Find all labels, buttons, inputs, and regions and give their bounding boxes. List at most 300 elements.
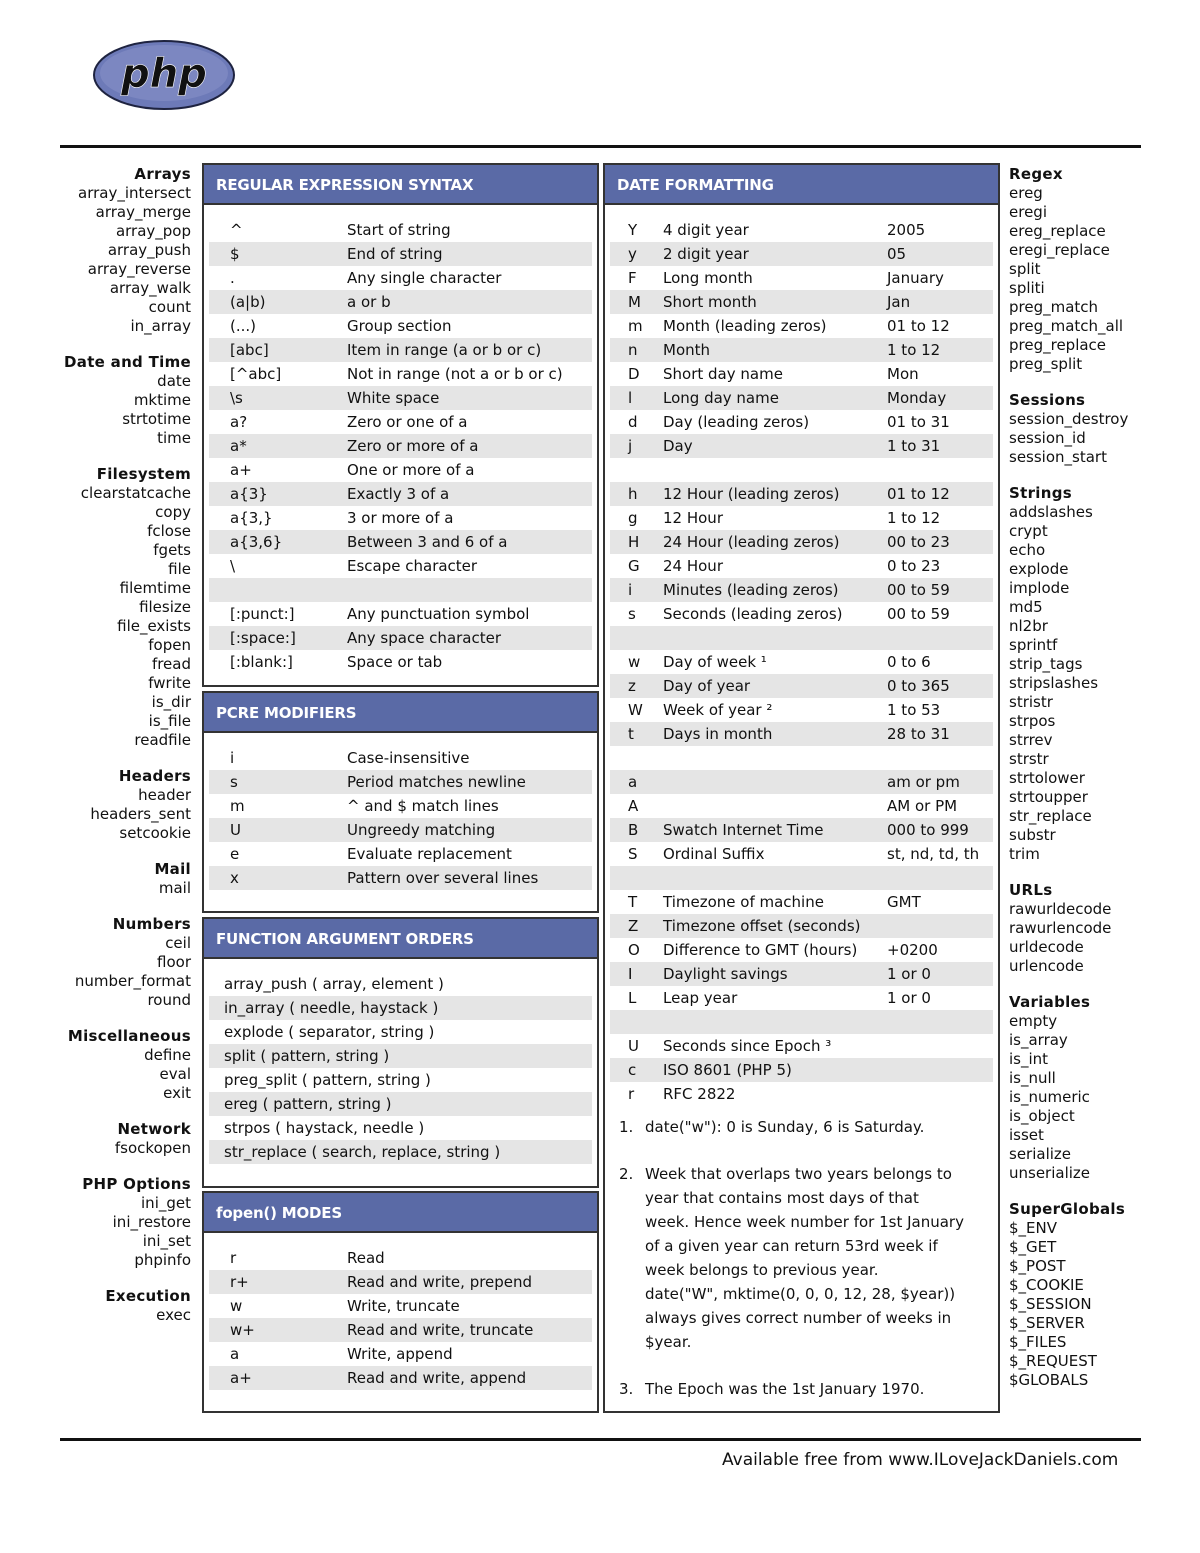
table-cell: One or more of a bbox=[347, 461, 475, 479]
nav-item[interactable]: preg_match bbox=[1009, 298, 1099, 316]
table-row bbox=[209, 458, 592, 482]
function-arguments-title: FUNCTION ARGUMENT ORDERS bbox=[204, 919, 597, 959]
nav-item[interactable]: str_replace bbox=[1009, 807, 1092, 825]
table-cell: I bbox=[628, 965, 633, 983]
nav-item[interactable]: copy bbox=[155, 503, 191, 521]
nav-item[interactable]: mktime bbox=[133, 391, 191, 409]
table-cell: Any punctuation symbol bbox=[347, 605, 530, 623]
nav-group-title: Execution bbox=[105, 1287, 191, 1305]
table-cell: S bbox=[628, 845, 638, 863]
table-row bbox=[610, 890, 993, 914]
table-cell: g bbox=[628, 509, 638, 527]
table-cell: i bbox=[628, 581, 633, 599]
table-cell: Timezone offset (seconds) bbox=[663, 917, 861, 935]
table-cell: Month (leading zeros) bbox=[663, 317, 827, 335]
table-cell: 0 to 6 bbox=[887, 653, 931, 671]
table-cell: M bbox=[628, 293, 641, 311]
nav-item[interactable]: readfile bbox=[134, 731, 191, 749]
table-row bbox=[610, 650, 993, 674]
nav-item[interactable]: $GLOBALS bbox=[1009, 1371, 1089, 1389]
nav-item[interactable]: strstr bbox=[1009, 750, 1049, 768]
table-row bbox=[209, 434, 592, 458]
nav-group-title: Mail bbox=[154, 860, 191, 878]
nav-group bbox=[20, 353, 191, 448]
nav-item[interactable]: fgets bbox=[153, 541, 191, 559]
nav-item[interactable]: $_COOKIE bbox=[1009, 1276, 1084, 1294]
footnote-line: $year. bbox=[645, 1333, 692, 1351]
table-row bbox=[610, 362, 993, 386]
table-cell: s bbox=[628, 605, 636, 623]
footer-credit: Available free from www.ILoveJackDaniels.com bbox=[722, 1450, 1119, 1470]
nav-item[interactable]: is_numeric bbox=[1009, 1088, 1090, 1106]
table-cell: Short day name bbox=[663, 365, 783, 383]
table-row bbox=[209, 362, 592, 386]
table-row bbox=[209, 626, 592, 650]
nav-item[interactable]: array_push bbox=[107, 241, 191, 259]
nav-item[interactable]: substr bbox=[1009, 826, 1056, 844]
table-cell: 2005 bbox=[887, 221, 926, 239]
nav-item[interactable]: strtoupper bbox=[1009, 788, 1088, 806]
table-cell: c bbox=[628, 1061, 637, 1079]
nav-item[interactable]: $_GET bbox=[1009, 1238, 1057, 1256]
bottom-rule bbox=[60, 1438, 1141, 1441]
nav-item[interactable]: is_int bbox=[1009, 1050, 1049, 1068]
nav-item[interactable]: clearstatcache bbox=[80, 484, 191, 502]
table-cell: i bbox=[230, 749, 235, 767]
nav-item[interactable]: is_array bbox=[1009, 1031, 1068, 1049]
nav-item[interactable]: $_ENV bbox=[1009, 1219, 1058, 1237]
nav-group bbox=[20, 860, 191, 898]
table-cell: [:blank:] bbox=[230, 653, 293, 671]
date-formatting-title: DATE FORMATTING bbox=[605, 165, 998, 205]
nav-item[interactable]: stristr bbox=[1009, 693, 1053, 711]
footnote-line: date("W", mktime(0, 0, 0, 12, 28, $year)) bbox=[645, 1285, 956, 1303]
nav-item[interactable]: in_array bbox=[130, 317, 191, 335]
nav-item[interactable]: date bbox=[157, 372, 191, 390]
nav-item[interactable]: strtotime bbox=[122, 410, 191, 428]
nav-item[interactable]: md5 bbox=[1009, 598, 1043, 616]
nav-item[interactable]: fopen bbox=[148, 636, 191, 654]
table-cell: a bbox=[628, 773, 638, 791]
table-row bbox=[209, 1092, 592, 1116]
table-cell: 000 to 999 bbox=[887, 821, 969, 839]
nav-item[interactable]: stripslashes bbox=[1009, 674, 1099, 692]
table-cell: 0 to 365 bbox=[887, 677, 950, 695]
fopen-modes-panel bbox=[202, 1191, 599, 1413]
table-cell: 01 to 12 bbox=[887, 485, 950, 503]
table-cell: +0200 bbox=[887, 941, 938, 959]
nav-item[interactable]: exec bbox=[156, 1306, 191, 1324]
table-row bbox=[610, 938, 993, 962]
table-row bbox=[610, 578, 993, 602]
right-function-index bbox=[1009, 165, 1189, 1407]
nav-item[interactable]: count bbox=[148, 298, 191, 316]
table-cell: \ bbox=[230, 557, 236, 575]
table-cell: ^ bbox=[230, 221, 243, 239]
nav-item[interactable]: filemtime bbox=[119, 579, 191, 597]
table-row bbox=[209, 1116, 592, 1140]
function-arguments-panel bbox=[202, 917, 599, 1188]
table-cell: a or b bbox=[347, 293, 391, 311]
table-cell: m bbox=[230, 797, 245, 815]
nav-group bbox=[1009, 391, 1189, 467]
nav-item[interactable]: round bbox=[147, 991, 191, 1009]
table-cell: O bbox=[628, 941, 640, 959]
logo-text: php bbox=[121, 51, 207, 97]
nav-item[interactable]: fwrite bbox=[148, 674, 191, 692]
table-row bbox=[209, 314, 592, 338]
nav-item[interactable]: fread bbox=[151, 655, 191, 673]
nav-item[interactable]: fclose bbox=[147, 522, 191, 540]
table-cell: ^ and $ match lines bbox=[347, 797, 499, 815]
table-cell: 01 to 12 bbox=[887, 317, 950, 335]
footnote-line: date("w"): 0 is Sunday, 6 is Saturday. bbox=[645, 1118, 925, 1136]
table-cell: r bbox=[230, 1249, 237, 1267]
table-cell: Ungreedy matching bbox=[347, 821, 496, 839]
nav-item[interactable]: implode bbox=[1009, 579, 1070, 597]
table-cell: Write, truncate bbox=[347, 1297, 460, 1315]
table-row bbox=[610, 794, 993, 818]
nav-group bbox=[20, 915, 191, 1010]
nav-group-title: Filesystem bbox=[96, 465, 191, 483]
table-cell: 24 Hour (leading zeros) bbox=[663, 533, 840, 551]
nav-item[interactable]: session_id bbox=[1009, 429, 1086, 447]
table-cell: Mon bbox=[887, 365, 919, 383]
top-rule bbox=[60, 145, 1141, 148]
nav-item[interactable]: ereg bbox=[1009, 184, 1043, 202]
table-cell: Read bbox=[347, 1249, 385, 1267]
table-row bbox=[209, 794, 592, 818]
table-row bbox=[209, 1068, 592, 1092]
nav-group-title: Numbers bbox=[112, 915, 191, 933]
nav-item[interactable]: eregi_replace bbox=[1009, 241, 1110, 259]
nav-item[interactable]: eval bbox=[159, 1065, 191, 1083]
footnote-line: of a given year can return 53rd week if bbox=[645, 1237, 938, 1255]
table-cell: 1 to 12 bbox=[887, 341, 941, 359]
nav-item[interactable]: $_POST bbox=[1009, 1257, 1066, 1275]
nav-item[interactable]: filesize bbox=[139, 598, 191, 616]
nav-item[interactable]: urlencode bbox=[1009, 957, 1084, 975]
pcre-modifiers-title: PCRE MODIFIERS bbox=[204, 693, 597, 733]
nav-item[interactable]: nl2br bbox=[1009, 617, 1048, 635]
table-row bbox=[209, 410, 592, 434]
table-row bbox=[610, 266, 993, 290]
php-logo bbox=[93, 40, 235, 110]
table-cell: Read and write, append bbox=[347, 1369, 527, 1387]
nav-item[interactable]: ereg_replace bbox=[1009, 222, 1106, 240]
table-row bbox=[209, 842, 592, 866]
nav-item[interactable]: $_FILES bbox=[1009, 1333, 1067, 1351]
nav-item[interactable]: ini_restore bbox=[112, 1213, 191, 1231]
nav-item[interactable]: header bbox=[138, 786, 191, 804]
table-cell: s bbox=[230, 773, 238, 791]
table-row bbox=[610, 722, 993, 746]
nav-item[interactable]: ceil bbox=[165, 934, 191, 952]
table-cell: Space or tab bbox=[347, 653, 443, 671]
table-cell: Day of week ¹ bbox=[663, 653, 767, 671]
table-row bbox=[209, 1366, 592, 1390]
nav-item[interactable]: preg_match_all bbox=[1009, 317, 1124, 335]
nav-item[interactable]: fsockopen bbox=[114, 1139, 191, 1157]
footnote-number: 1. bbox=[619, 1118, 634, 1136]
table-cell: x bbox=[230, 869, 239, 887]
table-cell: a+ bbox=[230, 1369, 252, 1387]
table-cell: 3 or more of a bbox=[347, 509, 454, 527]
table-cell: Any space character bbox=[347, 629, 502, 647]
table-row bbox=[610, 554, 993, 578]
nav-item[interactable]: split bbox=[1009, 260, 1041, 278]
table-cell: Timezone of machine bbox=[663, 893, 824, 911]
nav-item[interactable]: session_start bbox=[1009, 448, 1107, 466]
nav-item[interactable]: file_exists bbox=[117, 617, 191, 635]
table-cell: G bbox=[628, 557, 640, 575]
table-row bbox=[610, 290, 993, 314]
nav-item[interactable]: define bbox=[144, 1046, 191, 1064]
table-cell: GMT bbox=[887, 893, 921, 911]
table-row bbox=[209, 530, 592, 554]
table-cell: w bbox=[628, 653, 641, 671]
table-cell: str_replace ( search, replace, string ) bbox=[224, 1143, 501, 1161]
nav-group bbox=[20, 465, 191, 750]
nav-item[interactable]: rawurlencode bbox=[1009, 919, 1112, 937]
table-row bbox=[610, 914, 993, 938]
nav-group-title: Headers bbox=[118, 767, 191, 785]
nav-item[interactable]: is_object bbox=[1009, 1107, 1075, 1125]
table-row bbox=[610, 242, 993, 266]
table-cell: t bbox=[628, 725, 634, 743]
table-cell: Pattern over several lines bbox=[347, 869, 539, 887]
nav-group-title: PHP Options bbox=[82, 1175, 191, 1193]
table-row bbox=[209, 866, 592, 890]
nav-item[interactable]: serialize bbox=[1009, 1145, 1072, 1163]
table-cell: Day of year bbox=[663, 677, 751, 695]
table-row bbox=[610, 338, 993, 362]
table-cell: Day (leading zeros) bbox=[663, 413, 810, 431]
nav-group bbox=[1009, 881, 1189, 976]
table-cell: (a|b) bbox=[230, 293, 266, 311]
table-cell: split ( pattern, string ) bbox=[224, 1047, 390, 1065]
table-cell: 00 to 59 bbox=[887, 581, 950, 599]
footnote-line: The Epoch was the 1st January 1970. bbox=[645, 1380, 925, 1398]
table-cell: 12 Hour (leading zeros) bbox=[663, 485, 840, 503]
table-cell: Period matches newline bbox=[347, 773, 526, 791]
nav-item[interactable]: preg_replace bbox=[1009, 336, 1107, 354]
table-cell: T bbox=[628, 893, 638, 911]
table-cell: Seconds (leading zeros) bbox=[663, 605, 843, 623]
table-row bbox=[610, 962, 993, 986]
table-row bbox=[209, 482, 592, 506]
nav-group-title: URLs bbox=[1009, 881, 1053, 899]
nav-group-title: Date and Time bbox=[64, 353, 191, 371]
regex-syntax-panel bbox=[202, 163, 599, 687]
nav-item[interactable]: eregi bbox=[1009, 203, 1047, 221]
nav-item[interactable]: crypt bbox=[1009, 522, 1048, 540]
table-row bbox=[209, 650, 592, 674]
table-cell: Write, append bbox=[347, 1345, 453, 1363]
nav-item[interactable]: session_destroy bbox=[1009, 410, 1129, 428]
table-cell: preg_split ( pattern, string ) bbox=[224, 1071, 431, 1089]
table-cell: z bbox=[628, 677, 636, 695]
footnote-number: 3. bbox=[619, 1380, 634, 1398]
table-cell: Zero or one of a bbox=[347, 413, 468, 431]
table-cell: [^abc] bbox=[230, 365, 282, 383]
footnote bbox=[619, 1162, 988, 1354]
table-cell: ereg ( pattern, string ) bbox=[224, 1095, 392, 1113]
table-cell: n bbox=[628, 341, 638, 359]
table-row bbox=[610, 218, 993, 242]
nav-group bbox=[20, 1175, 191, 1270]
table-row bbox=[209, 1044, 592, 1068]
table-cell: F bbox=[628, 269, 637, 287]
table-cell: AM or PM bbox=[887, 797, 958, 815]
table-row bbox=[610, 626, 993, 650]
table-cell: [:punct:] bbox=[230, 605, 295, 623]
nav-item[interactable]: $_SESSION bbox=[1009, 1295, 1092, 1313]
table-row bbox=[610, 506, 993, 530]
nav-item[interactable]: $_SERVER bbox=[1009, 1314, 1085, 1332]
nav-item[interactable]: array_pop bbox=[115, 222, 191, 240]
table-row bbox=[610, 530, 993, 554]
table-cell: Difference to GMT (hours) bbox=[663, 941, 858, 959]
table-cell: explode ( separator, string ) bbox=[224, 1023, 435, 1041]
table-cell: 1 to 31 bbox=[887, 437, 941, 455]
nav-item[interactable]: setcookie bbox=[119, 824, 191, 842]
table-cell: 00 to 59 bbox=[887, 605, 950, 623]
table-cell: U bbox=[628, 1037, 639, 1055]
nav-item[interactable]: explode bbox=[1009, 560, 1069, 578]
nav-item[interactable]: phpinfo bbox=[134, 1251, 191, 1269]
table-cell: a{3,} bbox=[230, 509, 273, 527]
nav-item[interactable]: strtolower bbox=[1009, 769, 1085, 787]
nav-item[interactable]: preg_split bbox=[1009, 355, 1083, 373]
nav-item[interactable]: is_file bbox=[148, 712, 191, 730]
footnote-line: Week that overlaps two years belongs to bbox=[645, 1165, 952, 1183]
table-row bbox=[209, 338, 592, 362]
table-cell: w bbox=[230, 1297, 243, 1315]
nav-item[interactable]: array_merge bbox=[95, 203, 191, 221]
table-row bbox=[610, 770, 993, 794]
table-row bbox=[209, 1140, 592, 1164]
table-cell: array_push ( array, element ) bbox=[224, 975, 444, 993]
table-cell: Week of year ² bbox=[663, 701, 773, 719]
nav-item[interactable]: sprintf bbox=[1009, 636, 1058, 654]
table-cell: A bbox=[628, 797, 639, 815]
nav-item[interactable]: unserialize bbox=[1009, 1164, 1091, 1182]
nav-item[interactable]: strpos bbox=[1009, 712, 1056, 730]
footnote-line: always gives correct number of weeks in bbox=[645, 1309, 952, 1327]
nav-item[interactable]: floor bbox=[157, 953, 191, 971]
table-row bbox=[209, 242, 592, 266]
table-row bbox=[209, 290, 592, 314]
table-cell: 05 bbox=[887, 245, 907, 263]
table-cell: . bbox=[230, 269, 235, 287]
table-cell: White space bbox=[347, 389, 440, 407]
date-formatting-panel bbox=[603, 163, 1000, 1413]
table-cell: Y bbox=[628, 221, 638, 239]
nav-item[interactable]: strip_tags bbox=[1009, 655, 1083, 673]
footnote bbox=[619, 1377, 988, 1401]
table-row bbox=[209, 770, 592, 794]
nav-item[interactable]: array_intersect bbox=[78, 184, 191, 202]
nav-item[interactable]: time bbox=[157, 429, 191, 447]
nav-item[interactable]: number_format bbox=[74, 972, 191, 990]
nav-item[interactable]: rawurldecode bbox=[1009, 900, 1112, 918]
table-cell: 28 to 31 bbox=[887, 725, 950, 743]
table-cell: m bbox=[628, 317, 643, 335]
nav-item[interactable]: addslashes bbox=[1009, 503, 1093, 521]
nav-item[interactable]: spliti bbox=[1009, 279, 1045, 297]
nav-item[interactable]: mail bbox=[158, 879, 191, 897]
left-function-index bbox=[20, 165, 191, 1342]
nav-item[interactable]: file bbox=[168, 560, 191, 578]
nav-item[interactable]: array_walk bbox=[109, 279, 191, 297]
nav-item[interactable]: exit bbox=[163, 1084, 191, 1102]
nav-item[interactable]: ini_set bbox=[142, 1232, 191, 1250]
table-cell: a{3} bbox=[230, 485, 268, 503]
nav-item[interactable]: is_null bbox=[1009, 1069, 1056, 1087]
nav-item[interactable]: $_REQUEST bbox=[1009, 1352, 1097, 1370]
nav-item[interactable]: headers_sent bbox=[90, 805, 191, 823]
table-cell: Long month bbox=[663, 269, 753, 287]
table-cell: U bbox=[230, 821, 241, 839]
nav-item[interactable]: trim bbox=[1009, 845, 1040, 863]
table-cell: a{3,6} bbox=[230, 533, 283, 551]
table-cell: Seconds since Epoch ³ bbox=[663, 1037, 832, 1055]
nav-item[interactable]: strrev bbox=[1009, 731, 1053, 749]
nav-item[interactable]: array_reverse bbox=[87, 260, 191, 278]
table-cell: Swatch Internet Time bbox=[663, 821, 824, 839]
nav-item[interactable]: empty bbox=[1009, 1012, 1058, 1030]
nav-item[interactable]: is_dir bbox=[151, 693, 191, 711]
table-row bbox=[610, 458, 993, 482]
nav-item[interactable]: echo bbox=[1009, 541, 1046, 559]
table-cell: l bbox=[628, 389, 633, 407]
table-row bbox=[209, 554, 592, 578]
table-row bbox=[209, 746, 592, 770]
table-row bbox=[610, 314, 993, 338]
nav-group-title: Network bbox=[117, 1120, 191, 1138]
table-cell: \s bbox=[230, 389, 243, 407]
table-cell: h bbox=[628, 485, 638, 503]
nav-item[interactable]: ini_get bbox=[141, 1194, 191, 1212]
table-cell: Zero or more of a bbox=[347, 437, 479, 455]
table-row bbox=[610, 746, 993, 770]
table-cell: Read and write, prepend bbox=[347, 1273, 533, 1291]
table-row bbox=[610, 986, 993, 1010]
nav-group bbox=[1009, 484, 1189, 864]
nav-group bbox=[20, 1120, 191, 1158]
nav-item[interactable]: isset bbox=[1009, 1126, 1044, 1144]
pcre-modifiers-panel bbox=[202, 691, 599, 913]
nav-group bbox=[20, 1027, 191, 1103]
table-row bbox=[610, 386, 993, 410]
table-cell: $ bbox=[230, 245, 240, 263]
table-cell: Case-insensitive bbox=[347, 749, 470, 767]
table-cell: [:space:] bbox=[230, 629, 296, 647]
regex-syntax-title: REGULAR EXPRESSION SYNTAX bbox=[204, 165, 597, 205]
nav-group bbox=[20, 1287, 191, 1325]
table-cell: Long day name bbox=[663, 389, 779, 407]
nav-item[interactable]: urldecode bbox=[1009, 938, 1084, 956]
table-cell: Days in month bbox=[663, 725, 773, 743]
table-row bbox=[209, 1318, 592, 1342]
table-cell: 01 to 31 bbox=[887, 413, 950, 431]
table-row bbox=[610, 674, 993, 698]
table-cell: Evaluate replacement bbox=[347, 845, 512, 863]
table-cell: r+ bbox=[230, 1273, 249, 1291]
table-row bbox=[209, 1294, 592, 1318]
footnote-line: week belongs to previous year. bbox=[645, 1261, 879, 1279]
